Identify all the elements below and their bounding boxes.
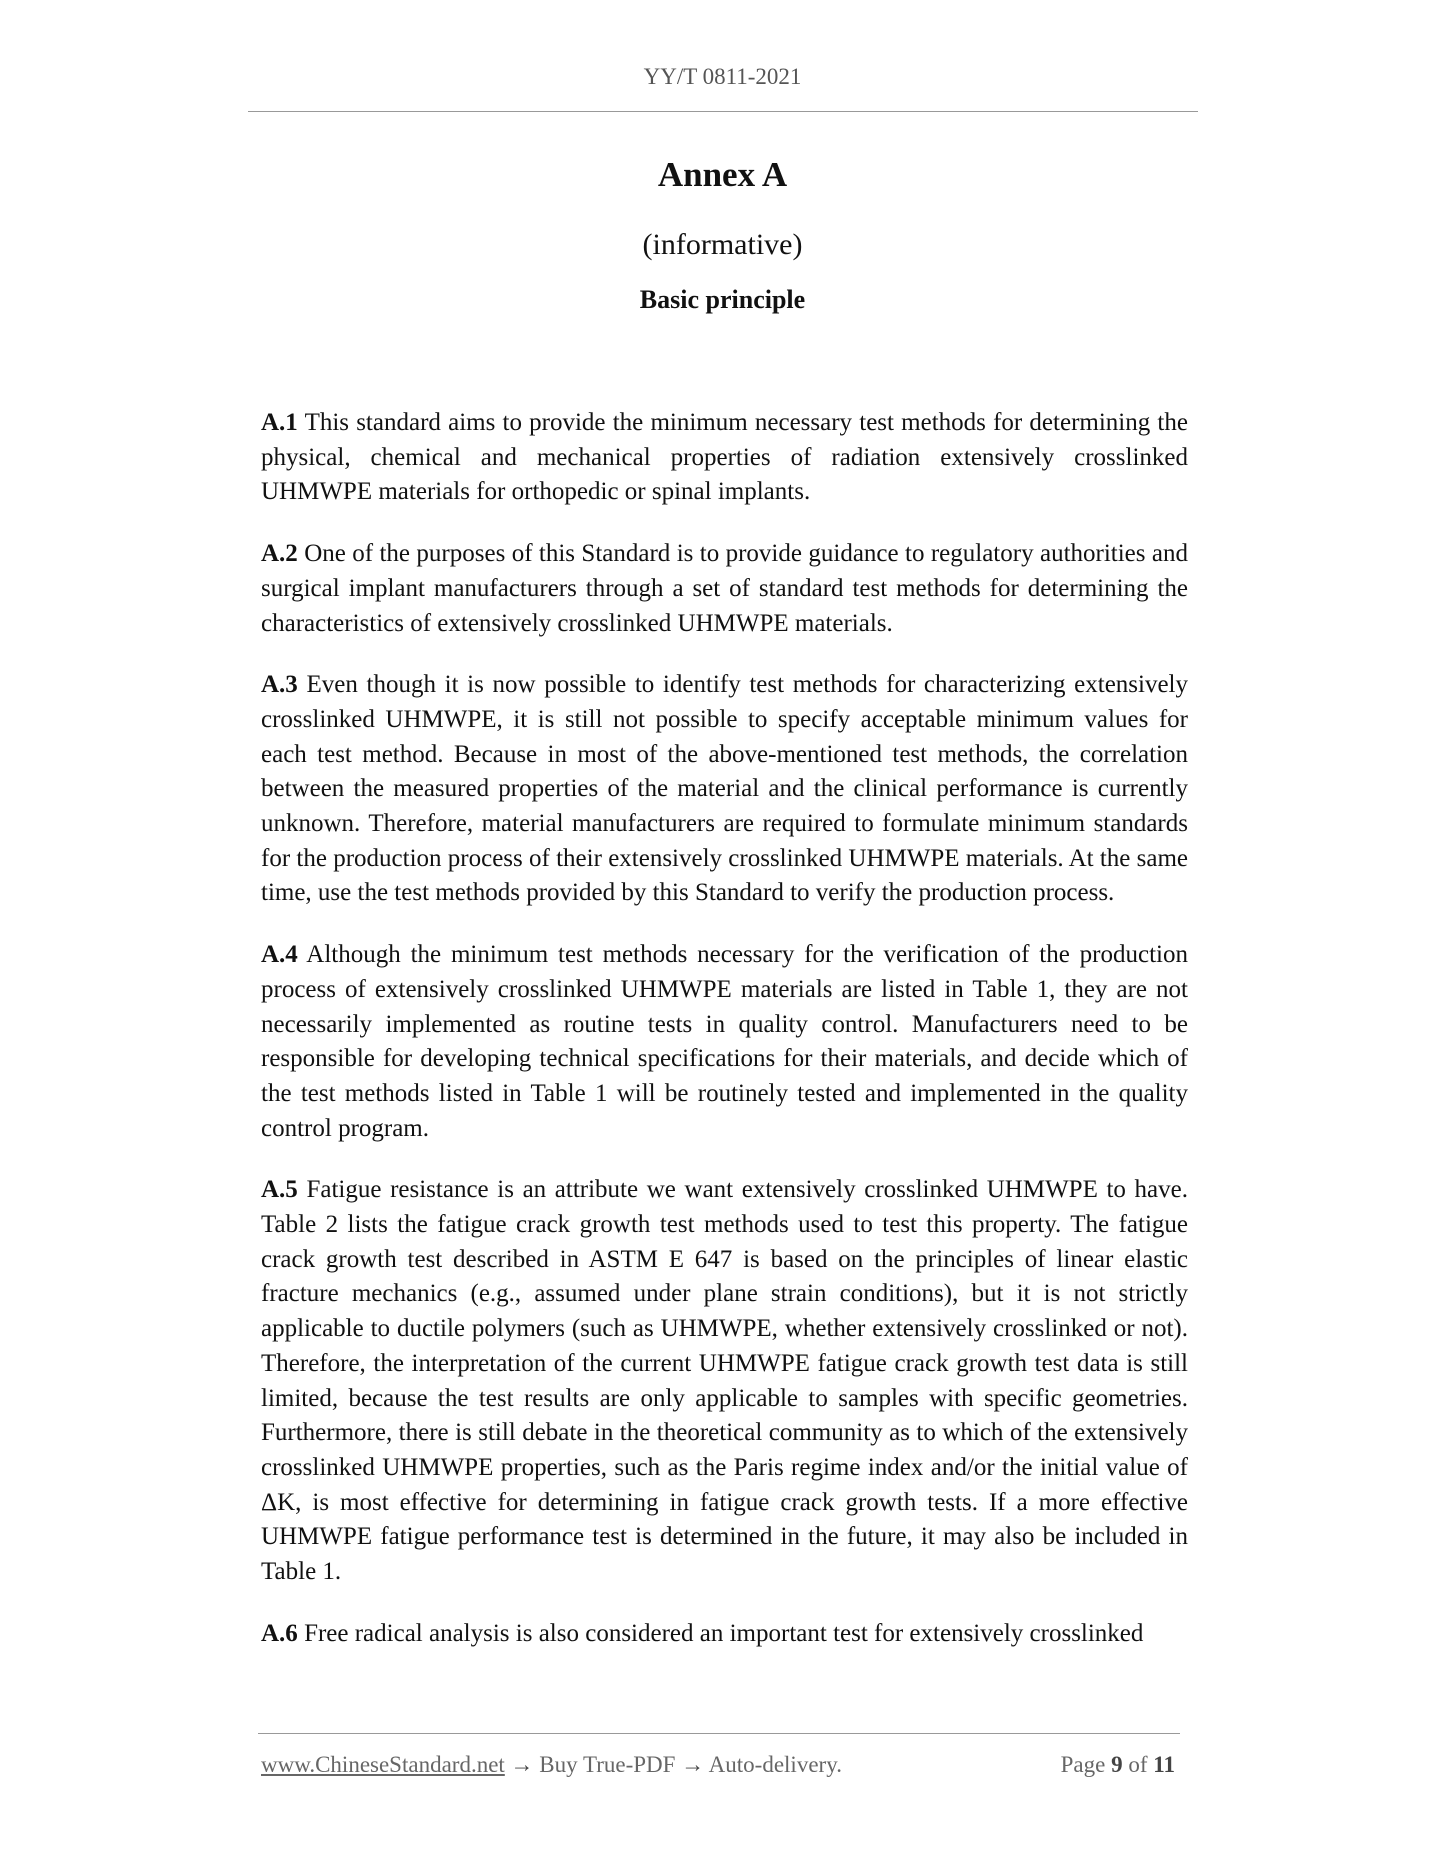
auto-delivery-text: Auto-delivery.	[708, 1752, 842, 1777]
page-of-label: of	[1128, 1752, 1148, 1777]
page-indicator	[1061, 1752, 1175, 1778]
total-page-number: 11	[1153, 1752, 1175, 1777]
annex-subtitle: Basic principle	[639, 285, 806, 314]
paragraph-a3	[261, 668, 1188, 911]
paragraph-a4	[261, 938, 1188, 1146]
paragraph-text: Free radical analysis is also considered an important test for extensively crosslinked	[304, 1619, 1144, 1647]
clause-number: A.1	[261, 409, 298, 436]
clause-number: A.4	[261, 941, 298, 969]
paragraph-text: Fatigue resistance is an attribute we want extensively crosslinked UHMWPE to have. Table 2 lists the fatigue crack growth test methods used to test this property. The fatigue crack growth test described in ASTM E 647 is based on the principles of linear elastic fracture mechanics (e.g., assumed under plane strain conditions), but it is not strictly applicable to ductile polymers (such as UHMWPE, whether extensively crosslinked or not). Therefore, the interpretation of the current UHMWPE fatigue crack growth test data is still limited, because the test results are only applicable to samples with specific geometries. Furthermore, there is still debate in the theoretical community as to which of the extensively crosslinked UHMWPE properties, such as the Paris regime index and/or the initial value of ΔK, is most effective for determining in fatigue crack growth tests. If a more effective UHMWPE fatigue performance test is determined in the future, it may also be included in Table 1.	[261, 1176, 1188, 1586]
header-standard-code: YY/T 0811-2021	[643, 64, 802, 89]
clause-number: A.2	[261, 540, 298, 568]
annex-title: Annex A	[657, 155, 788, 194]
current-page-number: 9	[1111, 1752, 1123, 1777]
page-footer	[261, 1752, 1181, 1786]
header-divider	[248, 111, 1198, 112]
annex-body	[261, 406, 1188, 1679]
clause-number: A.5	[261, 1176, 298, 1204]
footer-divider	[258, 1733, 1180, 1734]
right-arrow-icon: →	[681, 1752, 705, 1777]
paragraph-text: Although the minimum test methods necessary for the verification of the production process of extensively crosslinked UHMWPE materials are listed in Table 1, they are not necessarily implemented as routine tests in quality control. Manufacturers need to be responsible for developing technical specifications for their materials, and decide which of the test methods listed in Table 1 will be routinely tested and implemented in the quality control program.	[261, 941, 1188, 1142]
paragraph-text: This standard aims to provide the minimum necessary test methods for determining the physical, chemical and mechanical properties of radiation extensively crosslinked UHMWPE materials for orthopedic or spinal implants.	[261, 409, 1188, 506]
right-arrow-icon: →	[510, 1752, 534, 1777]
annex-type: (informative)	[642, 228, 803, 261]
clause-number: A.6	[261, 1619, 298, 1647]
website-link[interactable]: www.ChineseStandard.net	[261, 1752, 505, 1777]
page-label: Page	[1060, 1752, 1106, 1777]
paragraph-a5	[261, 1173, 1188, 1589]
paragraph-a6	[261, 1617, 1188, 1652]
buy-pdf-text: Buy True-PDF	[539, 1752, 676, 1777]
footer-promo	[261, 1752, 842, 1778]
paragraph-a1	[261, 406, 1188, 510]
paragraph-text: One of the purposes of this Standard is to provide guidance to regulatory authorities and surgical implant manufacturers through a set of standard test methods for determining the characteristics of extensively crosslinked UHMWPE materials.	[261, 540, 1188, 637]
paragraph-text: Even though it is now possible to identify test methods for characterizing extensively crosslinked UHMWPE, it is still not possible to specify acceptable minimum values for each test method. Because in most of the above-mentioned test methods, the correlation between the measured properties of the material and the clinical performance is currently unknown. Therefore, material manufacturers are required to formulate minimum standards for the production process of their extensively crosslinked UHMWPE materials. At the same time, use the test methods provided by this Standard to verify the production process.	[261, 671, 1189, 907]
clause-number: A.3	[261, 671, 298, 699]
paragraph-a2	[261, 537, 1188, 641]
